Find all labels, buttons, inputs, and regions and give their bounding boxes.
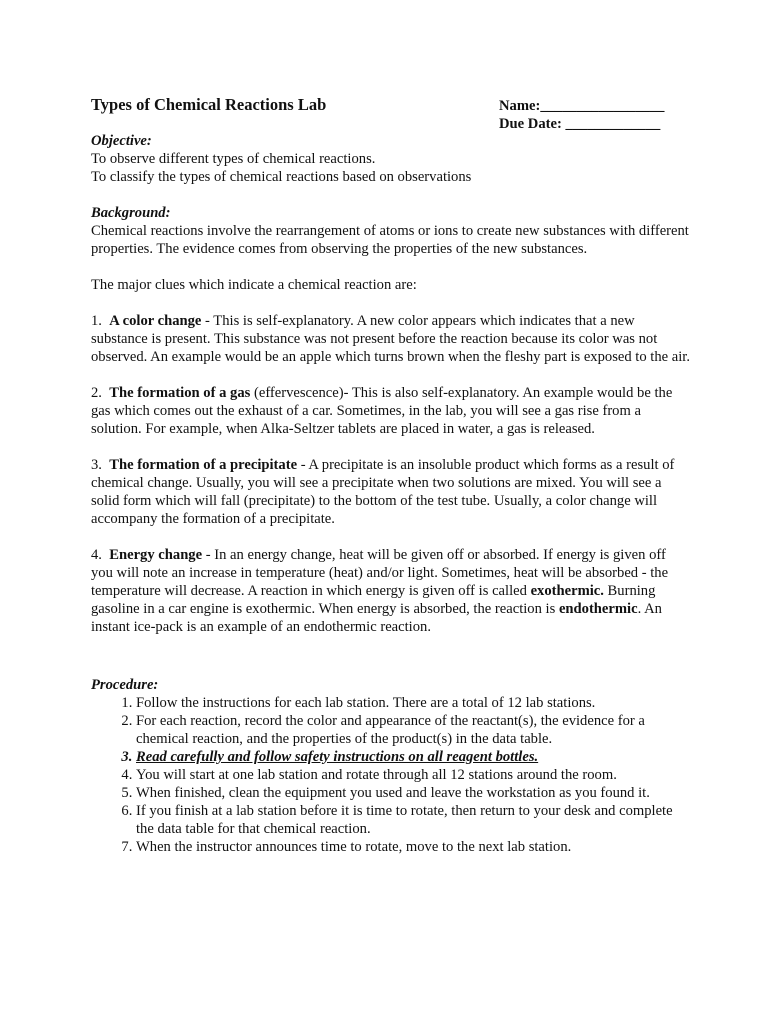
name-field-label: Name:_________________ [499,98,665,114]
clue-precipitate [91,456,691,528]
objective-line: To classify the types of chemical reactions based on observations [91,169,472,185]
background-heading: Background: [91,205,171,221]
clue-term: The formation of a gas [109,385,251,401]
clue-energy-change [91,546,691,636]
procedure-step: 5. When finished, clean the equipment you used and leave the workstation as you found it. [136,784,691,802]
clue-number: 2. [91,385,102,401]
clue-text: Burning gasoline in a car engine is exothermic. When energy is absorbed, the reaction is [91,583,656,617]
clue-text: - In an energy change, heat will be given off or absorbed. If energy is given off you will note an increase in temperature (heat) and/or light. Sometimes, heat will be absorbed - the temperature will decrease. A reaction in which energy is given off is called [91,547,669,599]
clue-term: A color change [109,313,202,329]
clue-color-change [91,312,691,366]
objective-line: To observe different types of chemical reactions. [91,151,376,167]
procedure-section [91,676,691,856]
clue-text: - A precipitate is an insoluble product which forms as a result of chemical change. Usually, you will see a precipitate when two solutions are mixed. You will see a solid form which will fall (precipitate) to the bottom of the test tube. Usually, a color change will accompany the formation of a precipitate. [91,457,675,527]
clue-text: (effervescence)- This is also self-explanatory. An example would be the gas which comes out the exhaust of a car. Sometimes, in the lab, you will see a gas rise from a solution. For example, when Alka-Seltzer tablets are placed in water, a gas is released. [91,385,673,437]
document-title: Types of Chemical Reactions Lab [91,95,327,114]
procedure-step: 7. When the instructor announces time to rotate, move to the next lab station. [136,838,691,856]
due-date-field-label: Due Date: _____________ [499,116,661,132]
clue-term: Energy change [109,547,203,563]
procedure-heading: Procedure: [91,677,159,693]
background-text: Chemical reactions involve the rearrangement of atoms or ions to create new substances with different properties. The evidence comes from observing the properties of the new substances. [91,223,689,257]
procedure-step-safety: 3. Read carefully and follow safety instructions on all reagent bottles. [136,748,691,766]
objective-heading: Objective: [91,133,152,149]
clues-intro: The major clues which indicate a chemical reaction are: [91,277,417,293]
clue-text: . An instant ice-pack is an example of an endothermic reaction. [91,601,662,635]
procedure-step: 2. For each reaction, record the color and appearance of the reactant(s), the evidence for a chemical reaction, and the properties of the product(s) in the data table. [136,712,691,748]
clue-number: 1. [91,313,102,329]
procedure-step: 1. Follow the instructions for each lab station. There are a total of 12 lab stations. [136,694,691,712]
clue-number: 3. [91,457,102,473]
procedure-step: 4. You will start at one lab station and rotate through all 12 stations around the room. [136,766,691,784]
endothermic-term: endothermic [558,601,638,617]
exothermic-term: exothermic. [530,583,604,599]
document-body [91,132,691,856]
background-section [91,204,691,294]
name-due-block [499,97,664,133]
clue-number: 4. [91,547,102,563]
objective-section [91,132,691,186]
clue-gas-formation [91,384,691,438]
clue-term: The formation of a precipitate [109,457,298,473]
procedure-step: 6. If you finish at a lab station before it is time to rotate, then return to your desk and complete the data table for that chemical reaction. [136,802,691,838]
procedure-steps [91,694,691,856]
clue-text: - This is self-explanatory. A new color appears which indicates that a new substance is present. This substance was not present before the reaction because its color was not observed. An example would be an apple which turns brown when the fleshy part is exposed to the air. [91,313,691,365]
